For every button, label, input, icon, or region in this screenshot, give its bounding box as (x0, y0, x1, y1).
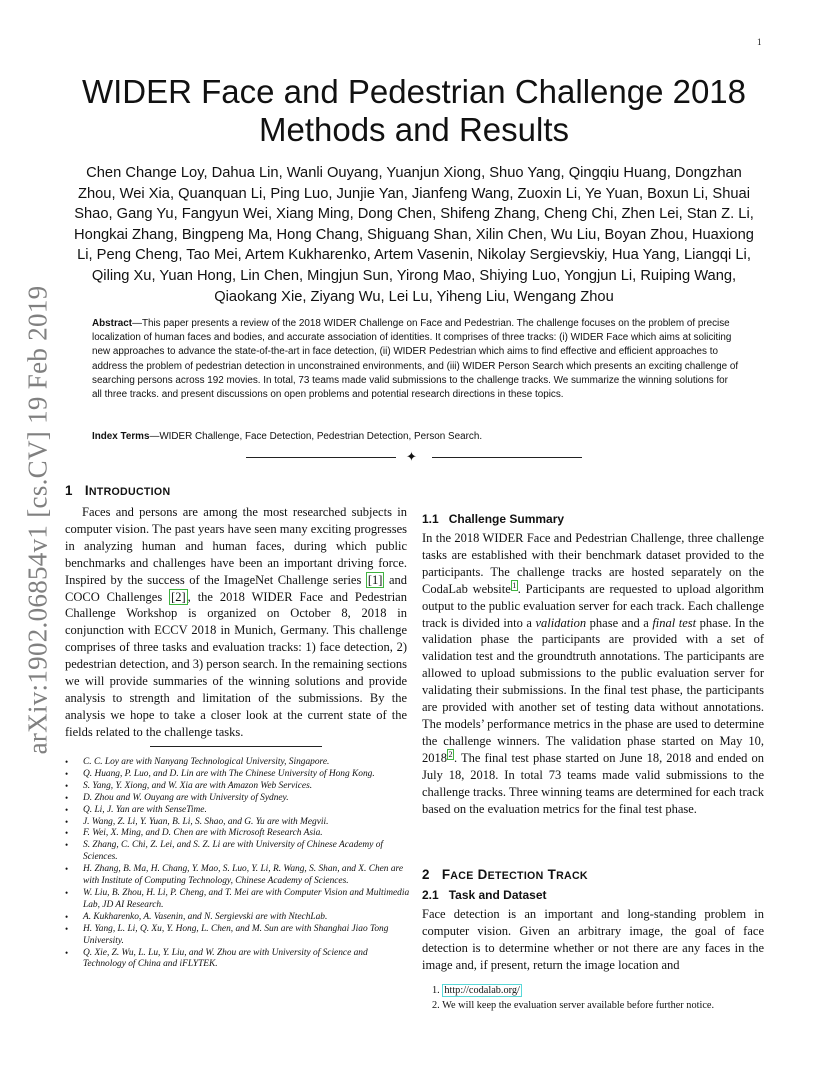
emphasis-final-test: final test (652, 615, 697, 630)
author-list: Chen Change Loy, Dahua Lin, Wanli Ouyang, Yuanjun Xiong, Shuo Yang, Qingqiu Huang, Dongzhan Zhou, Wei Xia, Quanquan Li, Ping Luo, Junjie Yan, Jianfeng Wang, Zuoxin Li, Ye Yuan, Boxun Li, Shuai Shao, Gang Yu, Fangyun Wei, Xiang Ming, Dong Chen, Shifeng Zhang, Cheng Chi, Zhen Lei, Stan Z. Li, Hongkai Zhang, Bingpeng Ma, Hong Chang, Shiguang Shan, Xilin Chen, Wu Liu, Boyan Zhou, Huaxiong Li, Peng Cheng, Tao Mei, Artem Kukharenko, Artem Vasenin, Nikolay Sergievskiy, Hua Yang, Liangqi Li, Qiling Xu, Yuan Hong, Lin Chen, Mingjun Sun, Yirong Mao, Shiying Luo, Yongjun Li, Ruiping Wang, Qiaokang Xie, Ziyang Wu, Lei Lu, Yiheng Liu, Wengang Zhou (74, 165, 754, 305)
citation-link[interactable]: [2] (171, 589, 186, 604)
footnote-1 (432, 984, 714, 999)
challenge-summary-paragraph (422, 530, 764, 817)
summary-text-4: phase. In the validation phase the participants are provided with a set of validation test and the groundtruth annotations. The participants are allowed to upload submissions to the public evaluation server for validating their submissions. In the final test phase, the participants are provided with another set of testing data without annotations. The models’ performance metrics in the phase are used to determine the challenge winners. The validation phase started on May 10, 2018 (422, 615, 764, 765)
emphasis-validation: validation (535, 615, 587, 630)
task-dataset-paragraph: Face detection is an important and long-standing problem in computer vision. Given an arbitrary image, the goal of face detection is to determine whether or not there are any faces in the image and, if present, return the image location and (422, 907, 764, 972)
index-terms-text: —WIDER Challenge, Face Detection, Pedestrian Detection, Person Search. (149, 431, 483, 442)
subsection-1-1-heading (422, 512, 564, 526)
affiliation-item: • S. Zhang, C. Chi, Z. Lei, and S. Z. Li are with University of Chinese Academy of Sciences. (65, 840, 410, 864)
divider-right (432, 457, 582, 458)
section-number: 1 (65, 483, 73, 498)
abstract (92, 317, 740, 402)
subsection-title: Task and Dataset (448, 888, 547, 902)
heading-rest: ETECTION (487, 870, 544, 882)
subsection-title: Challenge Summary (448, 512, 565, 526)
section-number: 2 (422, 867, 430, 882)
title-line-1: WIDER Face and Pedestrian Challenge 2018 (81, 73, 747, 110)
affiliation-list (65, 757, 410, 971)
footnote-number: 2. (432, 999, 440, 1011)
page-number: 1 (757, 37, 762, 47)
heading-letter: T (547, 867, 557, 882)
affiliation-item: • W. Liu, B. Zhou, H. Li, P. Cheng, and T. Mei are with Computer Vision and Multimedia Lab, JD AI Research. (65, 888, 410, 912)
affiliation-item: • Q. Li, J. Yan are with SenseTime. (65, 805, 410, 817)
footnote-text: We will keep the evaluation server available before further notice. (442, 999, 715, 1011)
section-2-heading (422, 867, 588, 882)
summary-text-2: . Participants are requested to upload algorithm output to the public evaluation server for each track. Each challenge track is divided into a (422, 581, 765, 630)
heading-first-letter: I (84, 483, 89, 498)
subsection-number: 1.1 (422, 512, 439, 526)
codalab-link[interactable]: http://codalab.org/ (444, 985, 520, 996)
subsection-2-1-heading (422, 888, 547, 902)
index-terms-label: Index Terms (92, 431, 150, 442)
affiliation-item: • C. C. Loy are with Nanyang Technological University, Singapore. (65, 757, 410, 769)
affiliation-item: • Q. Huang, P. Luo, and D. Lin are with The Chinese University of Hong Kong. (65, 769, 410, 781)
abstract-text: —This paper presents a review of the 2018 WIDER Challenge on Face and Pedestrian. The challenge focuses on the problem of precise localization of human faces and bodies, and accurate association of identities. It comprises of three tracks: (i) WIDER Face which aims at soliciting new approaches to advance the state-of-the-art in face detection, (ii) WIDER Pedestrian which aims to find effective and efficient approaches to address the problem of pedestrian detection in unconstrained environments, and (iii) WIDER Person Search which presents an exciting challenge of searching persons across 192 movies. In total, 73 teams made valid submissions to the challenge tracks. We summarize the winning solutions for all three tracks. and present discussions on open problems and potential research directions in these topics. (92, 318, 739, 401)
paper-title (70, 73, 758, 149)
affiliation-item: • H. Zhang, B. Ma, H. Chang, Y. Mao, S. Luo, Y. Li, R. Wang, S. Shan, and X. Chen are with Institute of Computing Technology, Chinese Academy of Sciences. (65, 864, 410, 888)
heading-rest: NTRODUCTION (88, 486, 171, 498)
citation-link[interactable]: [1] (367, 572, 383, 587)
summary-text-3: phase and a (586, 615, 653, 630)
footnote-2 (432, 999, 714, 1014)
intro-paragraph (65, 504, 407, 741)
heading-letter: D (477, 867, 488, 882)
divider-left (246, 457, 396, 458)
title-line-2: Methods and Results (258, 111, 569, 148)
affiliation-item: • F. Wei, X. Ming, and D. Chen are with Microsoft Research Asia. (65, 828, 410, 840)
affiliation-item: • H. Yang, L. Li, Q. Xu, Y. Hong, L. Chen, and M. Sun are with Shanghai Jiao Tong University. (65, 924, 410, 948)
footnote-number: 1. (432, 985, 440, 996)
subsection-number: 2.1 (422, 888, 439, 902)
summary-text-1: In the 2018 WIDER Face and Pedestrian Challenge, three challenge tasks are established with their benchmark dataset provided to the participants. The challenge tracks are hosted separately on the CodaLab website (422, 531, 764, 596)
affiliation-item: • J. Wang, Z. Li, Y. Yuan, B. Li, S. Shao, and G. Yu are with Megvii. (65, 817, 410, 829)
affiliation-item: • S. Yang, Y. Xiong, and W. Xia are with Amazon Web Services. (65, 781, 410, 793)
section-1-heading (65, 483, 170, 498)
footnote-rule (150, 746, 322, 747)
index-terms (92, 430, 740, 444)
footnote-marker[interactable]: 1 (512, 580, 517, 590)
abstract-label: Abstract (92, 318, 133, 329)
affiliation-item: • Q. Xie, Z. Wu, L. Lu, Y. Liu, and W. Zhou are with University of Science and Technology of China and iFLYTEK. (65, 948, 410, 972)
intro-text-1: Faces and persons are among the most researched subjects in computer vision. The past years have seen many exciting progresses in analyzing human and human faces, during which public benchmarks and challenges have been an important driving force. Inspired by the success of the ImageNet Challenge series (65, 505, 407, 587)
arxiv-stamp: arXiv:1902.06854v1 [cs.CV] 19 Feb 2019 (22, 285, 53, 755)
summary-text-5: . The final test phase started on June 18, 2018 and ended on July 18, 2018. In total 73 teams made valid submissions to the challenge tracks. Three winning teams are determined for each track based on the evaluation metrics for the final test phase. (422, 750, 764, 816)
heading-rest: ACE (450, 870, 474, 882)
heading-rest: RACK (556, 870, 588, 882)
heading-letter: F (441, 867, 451, 882)
footnote-list (432, 984, 714, 1014)
affiliation-item: • A. Kukharenko, A. Vasenin, and N. Sergievski are with NtechLab. (65, 912, 410, 924)
affiliation-item: • D. Zhou and W. Ouyang are with University of Sydney. (65, 793, 410, 805)
divider-diamond: ✦ (406, 449, 417, 464)
footnote-marker[interactable]: 2 (448, 749, 453, 759)
intro-text-3: , the 2018 WIDER Face and Pedestrian Challenge Workshop is organized on October 8, 2018 in conjunction with ECCV 2018 in Munich, Germany. This challenge comprises of three tasks and evaluation tracks: 1) face detection, 2) pedestrian detection, and 3) person search. In the remaining sections we will provide summaries of the winning solutions and provide analysis to strength and limitation of the submissions. By the analysis we hope to take a closer look at the current state of the fields related to the challenge tasks. (65, 589, 407, 739)
intro-text-2: and COCO Challenges (65, 572, 407, 604)
